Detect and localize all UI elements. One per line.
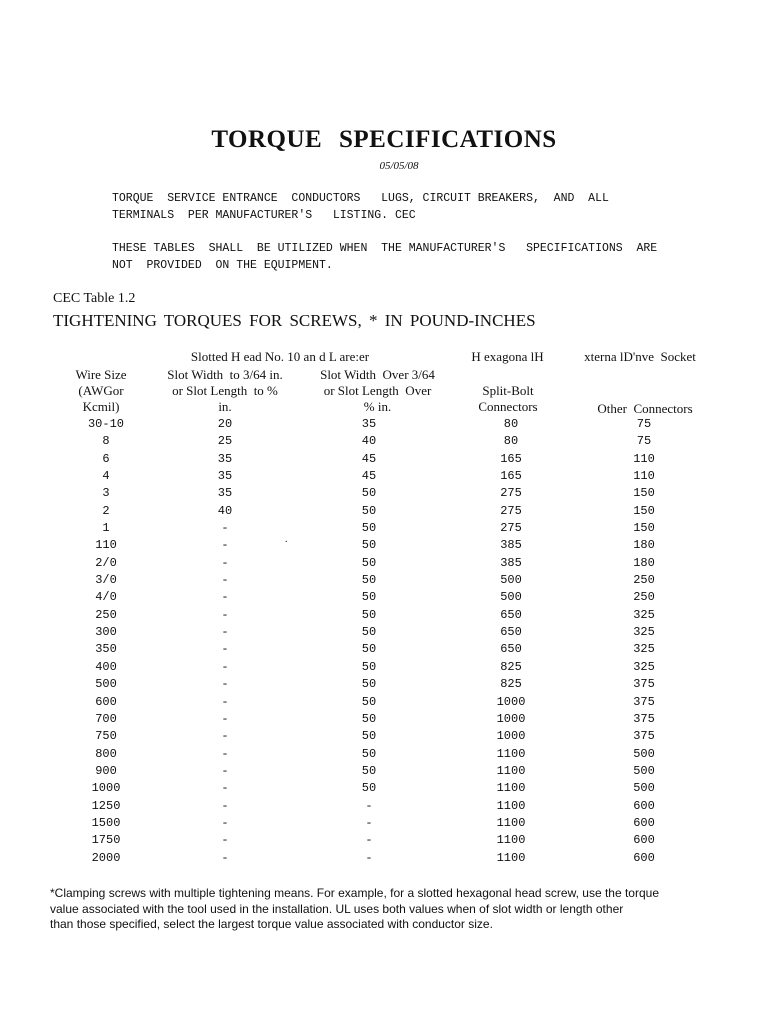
- cell-wire-size: 2: [102, 503, 110, 518]
- cell-slot-width-large: 50: [361, 486, 377, 501]
- cell-hexagonal-split-bolt: 275: [500, 503, 522, 518]
- cell-wire-size: 500: [95, 677, 117, 692]
- cell-wire-size: 6: [102, 451, 110, 466]
- table-row: [0, 537, 768, 554]
- cell-hexagonal-split-bolt: 1100: [496, 781, 526, 796]
- cell-slot-width-small: 35: [217, 451, 233, 466]
- cell-slot-width-large: 50: [361, 503, 377, 518]
- cell-hexagonal-split-bolt: 1100: [496, 798, 526, 813]
- cell-other-connectors: 375: [633, 711, 655, 726]
- table-row: [0, 850, 768, 867]
- intro-paragraph-2-line-2: NOT PROVIDED ON THE EQUIPMENT.: [112, 259, 333, 272]
- cell-slot-width-large: 50: [361, 711, 377, 726]
- cell-slot-width-large: 50: [361, 642, 377, 657]
- document-title: TORQUE SPECIFICATIONS: [211, 126, 557, 153]
- header-slot-width-large: Slot Width Over 3/64 or Slot Length Over % in.: [320, 367, 435, 414]
- cell-wire-size: 1: [102, 521, 110, 536]
- cell-slot-width-small: 20: [217, 417, 233, 431]
- cell-hexagonal-split-bolt: 80: [503, 417, 519, 431]
- table-row: [0, 780, 768, 797]
- header-hexagonal: H exagona lH: [471, 349, 544, 364]
- cell-other-connectors: 325: [633, 625, 655, 640]
- cell-slot-width-small: -: [221, 642, 229, 657]
- table-row: [0, 607, 768, 624]
- cell-other-connectors: 500: [633, 781, 655, 796]
- table-row: [0, 555, 768, 572]
- footnote-line-1: *Clamping screws with multiple tightening means. For example, for a slotted hexagonal head screw, use the torque: [50, 886, 659, 900]
- cell-hexagonal-split-bolt: 650: [500, 625, 522, 640]
- cell-other-connectors: 500: [633, 763, 655, 778]
- cell-slot-width-large: 50: [361, 590, 377, 605]
- cell-slot-width-large: 35: [361, 417, 377, 431]
- table-row: [0, 815, 768, 832]
- cell-slot-width-small: -: [221, 607, 229, 622]
- cell-wire-size: 2/0: [95, 555, 117, 570]
- cell-hexagonal-split-bolt: 385: [500, 555, 522, 570]
- header-slotted-group: Slotted H ead No. 10 an d L are:er: [190, 349, 370, 364]
- table-row: [0, 832, 768, 849]
- footnote-line-2: value associated with the tool used in the installation. UL uses both values when of slot width or length other: [50, 901, 624, 916]
- cell-other-connectors: 150: [633, 486, 655, 501]
- cell-slot-width-small: -: [221, 729, 229, 744]
- header-external-drive: xterna lD'nve Socket: [584, 349, 696, 364]
- cell-hexagonal-split-bolt: 1000: [496, 711, 526, 726]
- cell-wire-size: 8: [102, 434, 110, 449]
- cell-slot-width-small: -: [221, 677, 229, 692]
- table-row: [0, 451, 768, 468]
- cell-slot-width-small: -: [221, 590, 229, 605]
- table-row: [0, 694, 768, 711]
- cell-slot-width-large: 50: [361, 781, 377, 796]
- table-row: [0, 711, 768, 728]
- cell-slot-width-large: 45: [361, 451, 377, 466]
- table-row: [0, 624, 768, 641]
- intro-paragraph-1-line-1: TORQUE SERVICE ENTRANCE CONDUCTORS LUGS, CIRCUIT BREAKERS, AND ALL: [112, 192, 609, 205]
- cell-wire-size: 300: [95, 625, 117, 640]
- cell-slot-width-large: 40: [361, 434, 377, 449]
- intro-paragraph-1: [112, 190, 609, 224]
- table-row: [0, 728, 768, 745]
- cell-slot-width-large: 50: [361, 538, 377, 553]
- intro-paragraph-1-line-2: TERMINALS PER MANUFACTURER'S LISTING. CEC: [112, 209, 416, 222]
- cell-slot-width-small: -: [221, 694, 229, 709]
- cell-slot-width-small: -: [221, 763, 229, 778]
- table-row: [0, 746, 768, 763]
- cell-other-connectors: 250: [633, 590, 655, 605]
- cell-slot-width-large: 50: [361, 729, 377, 744]
- cell-slot-width-large: 50: [361, 694, 377, 709]
- cell-slot-width-large: -: [365, 833, 373, 848]
- cell-other-connectors: 180: [633, 555, 655, 570]
- table-row: [0, 676, 768, 693]
- table-reference: CEC Table 1.2: [53, 291, 136, 306]
- cell-slot-width-small: -: [221, 815, 229, 830]
- cell-hexagonal-split-bolt: 275: [500, 521, 522, 536]
- cell-wire-size: 1000: [91, 781, 121, 796]
- cell-hexagonal-split-bolt: 1100: [496, 833, 526, 848]
- cell-hexagonal-split-bolt: 165: [500, 451, 522, 466]
- cell-other-connectors: 150: [633, 503, 655, 518]
- cell-hexagonal-split-bolt: 650: [500, 607, 522, 622]
- table-row: [0, 659, 768, 676]
- table-title: TIGHTENING TORQUES FOR SCREWS, * IN POUND-INCHES: [53, 311, 536, 330]
- cell-other-connectors: 110: [633, 469, 655, 484]
- cell-other-connectors: 375: [633, 694, 655, 709]
- cell-hexagonal-split-bolt: 650: [500, 642, 522, 657]
- cell-wire-size: 700: [95, 711, 117, 726]
- cell-slot-width-small: -: [221, 573, 229, 588]
- cell-slot-width-small: 35: [217, 469, 233, 484]
- cell-slot-width-small: -: [221, 798, 229, 813]
- cell-other-connectors: 600: [633, 815, 655, 830]
- cell-slot-width-large: 50: [361, 763, 377, 778]
- cell-wire-size: 750: [95, 729, 117, 744]
- table-row: [0, 763, 768, 780]
- stray-mark: .: [285, 534, 288, 545]
- cell-other-connectors: 375: [633, 729, 655, 744]
- cell-wire-size: 3/0: [95, 573, 117, 588]
- cell-hexagonal-split-bolt: 500: [500, 590, 522, 605]
- cell-hexagonal-split-bolt: 80: [503, 434, 519, 449]
- cell-other-connectors: 375: [633, 677, 655, 692]
- table-row: [0, 433, 768, 450]
- cell-slot-width-large: -: [365, 815, 373, 830]
- cell-slot-width-small: 25: [217, 434, 233, 449]
- cell-slot-width-large: 50: [361, 573, 377, 588]
- header-other-connectors: Other Connectors: [597, 401, 693, 416]
- cell-hexagonal-split-bolt: 275: [500, 486, 522, 501]
- cell-slot-width-large: 50: [361, 607, 377, 622]
- table-row: [0, 503, 768, 520]
- cell-wire-size: 1250: [91, 798, 121, 813]
- cell-slot-width-small: -: [221, 521, 229, 536]
- cell-hexagonal-split-bolt: 1100: [496, 815, 526, 830]
- cell-slot-width-small: -: [221, 781, 229, 796]
- cell-hexagonal-split-bolt: 385: [500, 538, 522, 553]
- intro-paragraph-2: [112, 240, 657, 274]
- cell-slot-width-large: 45: [361, 469, 377, 484]
- cell-other-connectors: 180: [633, 538, 655, 553]
- cell-slot-width-small: -: [221, 850, 229, 865]
- header-slot-width-small: Slot Width to 3/64 in. or Slot Length to % in.: [167, 367, 283, 414]
- cell-wire-size: 600: [95, 694, 117, 709]
- cell-other-connectors: 325: [633, 607, 655, 622]
- cell-wire-size: 400: [95, 659, 117, 674]
- table-row: [0, 589, 768, 606]
- cell-hexagonal-split-bolt: 1000: [496, 729, 526, 744]
- cell-hexagonal-split-bolt: 825: [500, 659, 522, 674]
- header-wire-size: Wire Size (AWGor Kcmil): [75, 367, 127, 414]
- cell-wire-size: 900: [95, 763, 117, 778]
- cell-other-connectors: 600: [633, 798, 655, 813]
- cell-wire-size: 4: [102, 469, 110, 484]
- cell-slot-width-small: -: [221, 711, 229, 726]
- table-row: [0, 468, 768, 485]
- cell-wire-size: 2000: [91, 850, 121, 865]
- cell-hexagonal-split-bolt: 1100: [496, 850, 526, 865]
- cell-slot-width-small: -: [221, 625, 229, 640]
- cell-slot-width-large: -: [365, 798, 373, 813]
- cell-other-connectors: 600: [633, 850, 655, 865]
- cell-hexagonal-split-bolt: 165: [500, 469, 522, 484]
- cell-wire-size: 350: [95, 642, 117, 657]
- cell-wire-size: 30-10: [87, 417, 124, 431]
- cell-slot-width-small: 40: [217, 503, 233, 518]
- table-row: [0, 485, 768, 502]
- cell-slot-width-large: 50: [361, 659, 377, 674]
- cell-wire-size: 3: [102, 486, 110, 501]
- cell-other-connectors: 75: [636, 434, 652, 449]
- cell-slot-width-small: -: [221, 746, 229, 761]
- table-row: [0, 416, 768, 433]
- cell-wire-size: 1750: [91, 833, 121, 848]
- cell-other-connectors: 500: [633, 746, 655, 761]
- cell-hexagonal-split-bolt: 1000: [496, 694, 526, 709]
- cell-hexagonal-split-bolt: 1100: [496, 746, 526, 761]
- cell-hexagonal-split-bolt: 825: [500, 677, 522, 692]
- cell-slot-width-large: 50: [361, 555, 377, 570]
- cell-hexagonal-split-bolt: 500: [500, 573, 522, 588]
- cell-other-connectors: 600: [633, 833, 655, 848]
- cell-slot-width-small: -: [221, 555, 229, 570]
- cell-other-connectors: 150: [633, 521, 655, 536]
- torque-table-body: [0, 416, 768, 867]
- cell-other-connectors: 110: [633, 451, 655, 466]
- cell-slot-width-small: -: [221, 659, 229, 674]
- footnote-line-3: than those specified, select the largest torque value associated with conductor size.: [50, 917, 493, 931]
- table-row: [0, 572, 768, 589]
- table-row: [0, 520, 768, 537]
- intro-paragraph-2-line-1: THESE TABLES SHALL BE UTILIZED WHEN THE MANUFACTURER'S SPECIFICATIONS ARE: [112, 242, 658, 255]
- cell-other-connectors: 75: [636, 417, 652, 431]
- cell-slot-width-large: 50: [361, 746, 377, 761]
- footnote: [50, 886, 720, 933]
- cell-wire-size: 4/0: [95, 590, 117, 605]
- cell-other-connectors: 250: [633, 573, 655, 588]
- table-row: [0, 798, 768, 815]
- cell-wire-size: 1500: [91, 815, 121, 830]
- cell-hexagonal-split-bolt: 1100: [496, 763, 526, 778]
- cell-wire-size: 110: [95, 538, 117, 553]
- cell-wire-size: 250: [95, 607, 117, 622]
- cell-other-connectors: 325: [633, 642, 655, 657]
- document-date: 05/05/08: [379, 160, 419, 172]
- cell-slot-width-small: -: [221, 538, 229, 553]
- cell-wire-size: 800: [95, 746, 117, 761]
- cell-slot-width-large: 50: [361, 521, 377, 536]
- header-split-bolt: Split-Bolt Connectors: [478, 383, 538, 414]
- cell-slot-width-large: -: [365, 850, 373, 865]
- cell-other-connectors: 325: [633, 659, 655, 674]
- cell-slot-width-small: -: [221, 833, 229, 848]
- cell-slot-width-large: 50: [361, 677, 377, 692]
- cell-slot-width-small: 35: [217, 486, 233, 501]
- cell-slot-width-large: 50: [361, 625, 377, 640]
- table-row: [0, 641, 768, 658]
